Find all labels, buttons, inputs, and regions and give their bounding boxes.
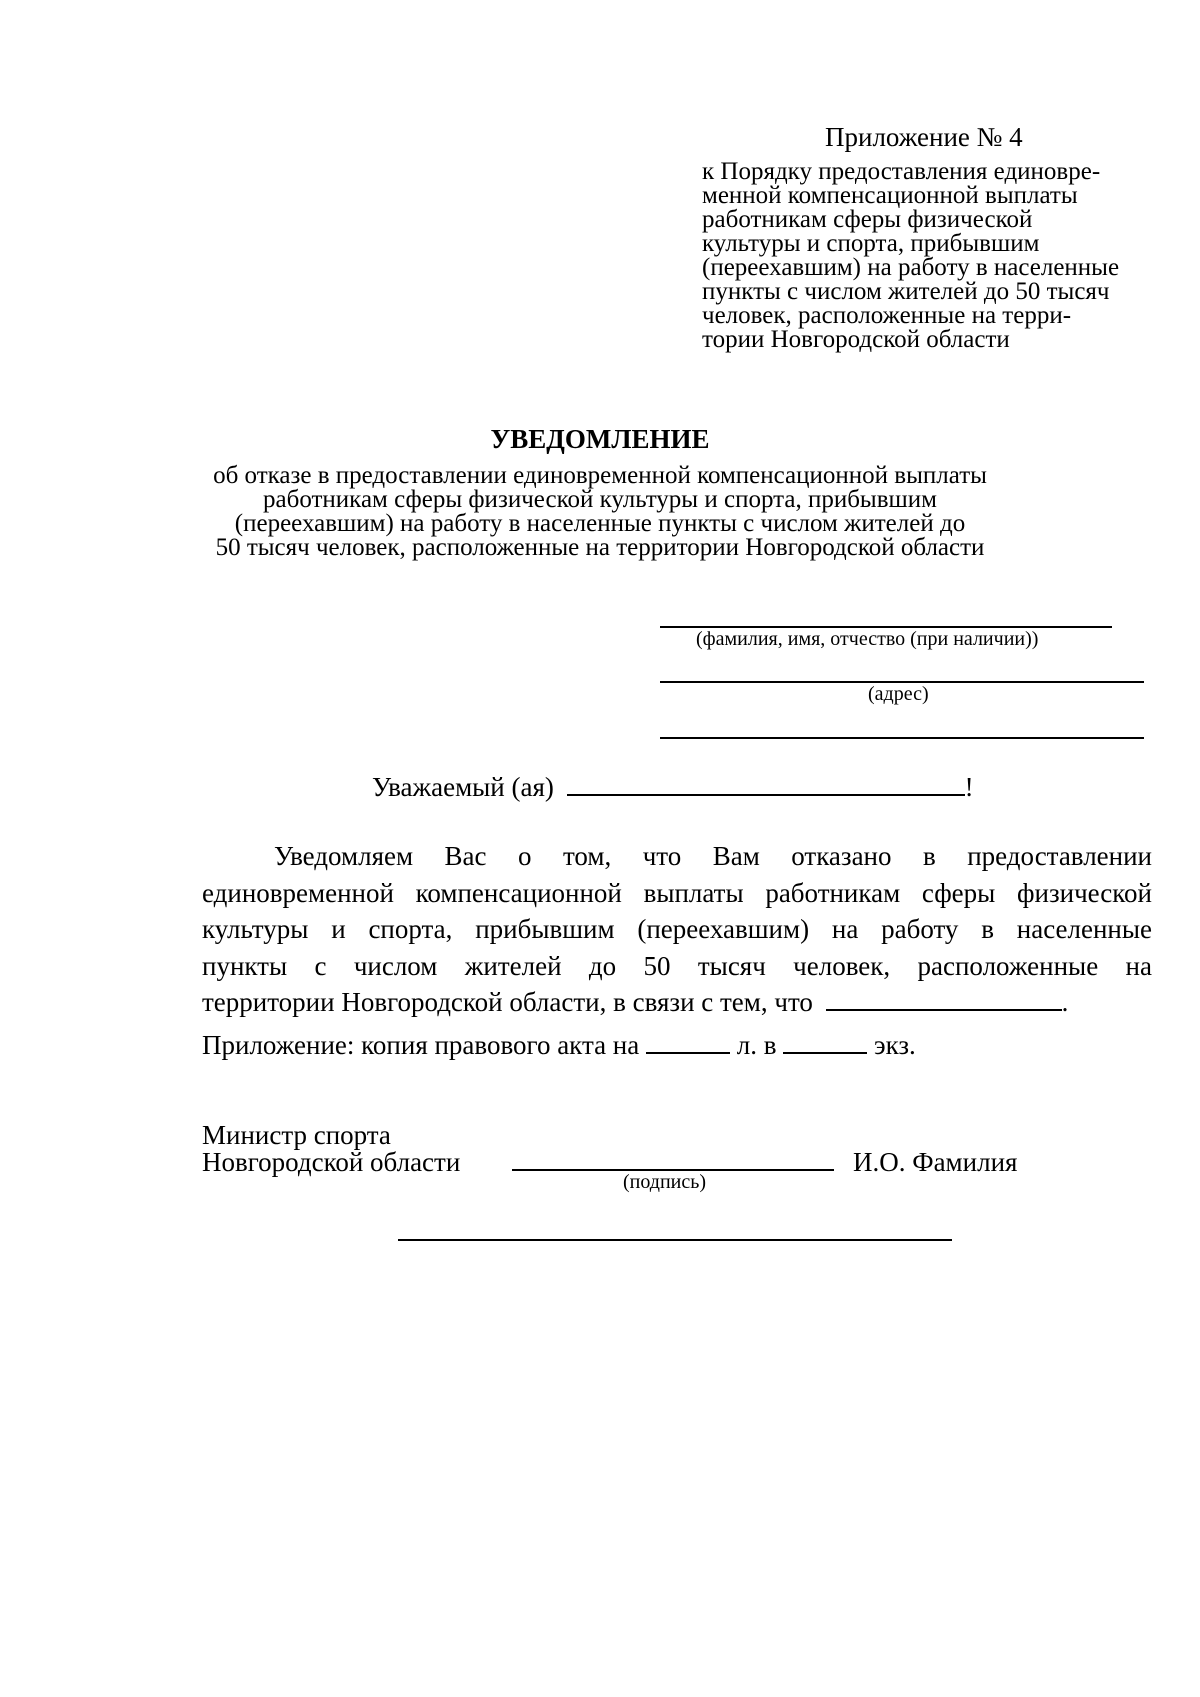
attachment-text-3: экз. — [873, 1030, 916, 1060]
subtitle-line: 50 тысяч человек, расположенные на территории Новгородской области — [215, 534, 985, 561]
appendix-line: человек, расположенные на терри- — [702, 302, 1072, 329]
body-line: пункты с числом жителей до 50 тысяч человек, расположенные на — [202, 950, 1152, 981]
appendix-line: к Порядку предоставления единовре- — [702, 158, 1101, 185]
appendix-line: культуры и спорта, прибывшим — [702, 230, 1040, 257]
appendix-line: (переехавшим) на работу в населенные — [702, 254, 1120, 281]
bottom-line — [398, 1239, 952, 1241]
greeting-prefix: Уважаемый (ая) — [372, 772, 554, 802]
greeting — [372, 772, 974, 803]
signature-caption: (подпись) — [623, 1171, 707, 1193]
signatory-position — [202, 1122, 460, 1176]
body-line: культуры и спорта, прибывшим (переехавшим) на работу в населенные — [202, 914, 1152, 944]
appendix-line: пункты с числом жителей до 50 тысяч — [702, 278, 1110, 305]
position-line: Министр спорта — [202, 1120, 391, 1150]
body-line: единовременной компенсационной выплаты работникам сферы физической — [202, 877, 1152, 908]
document-subtitle — [150, 464, 1050, 560]
appendix-line: работникам сферы физической — [702, 206, 1033, 233]
subtitle-line: (переехавшим) на работу в населенные пункты с числом жителей до — [234, 510, 966, 537]
recipient-address-caption: (адрес) — [868, 683, 929, 705]
greeting-name-blank[interactable] — [567, 772, 965, 796]
body-last-line-suffix: . — [1061, 987, 1069, 1017]
appendix-line: тории Новгородской области — [702, 326, 1010, 353]
copies-blank[interactable] — [783, 1030, 867, 1054]
attachment-label: Приложение: — [202, 1030, 355, 1060]
body-line: Уведомляем Вас о том, что Вам отказано в предоставлении — [274, 841, 1152, 871]
attachment-text-2: л. в — [736, 1030, 777, 1060]
attachment-line — [202, 1030, 916, 1061]
pages-blank[interactable] — [646, 1030, 730, 1054]
greeting-suffix: ! — [964, 772, 974, 802]
document-title: УВЕДОМЛЕНИЕ — [490, 424, 710, 454]
appendix-line: менной компенсационной выплаты — [702, 182, 1078, 209]
subtitle-line: об отказе в предоставлении единовременной компенсационной выплаты — [213, 462, 987, 489]
reason-blank[interactable] — [826, 987, 1062, 1011]
appendix-number: Приложение № 4 — [825, 122, 1023, 152]
recipient-address-line-2[interactable] — [660, 737, 1144, 739]
recipient-name-caption: (фамилия, имя, отчество (при наличии)) — [696, 628, 1039, 650]
appendix-reference — [702, 160, 1152, 352]
subtitle-line: работникам сферы физической культуры и спорта, прибывшим — [263, 486, 937, 513]
body-last-line — [202, 984, 1152, 1021]
signer-name: И.О. Фамилия — [853, 1147, 1018, 1177]
position-line: Новгородской области — [202, 1147, 461, 1177]
body-last-line-prefix: территории Новгородской области, в связи с тем, что — [202, 987, 813, 1017]
attachment-text-1: копия правового акта на — [361, 1030, 640, 1060]
notification-body — [202, 838, 1152, 1021]
